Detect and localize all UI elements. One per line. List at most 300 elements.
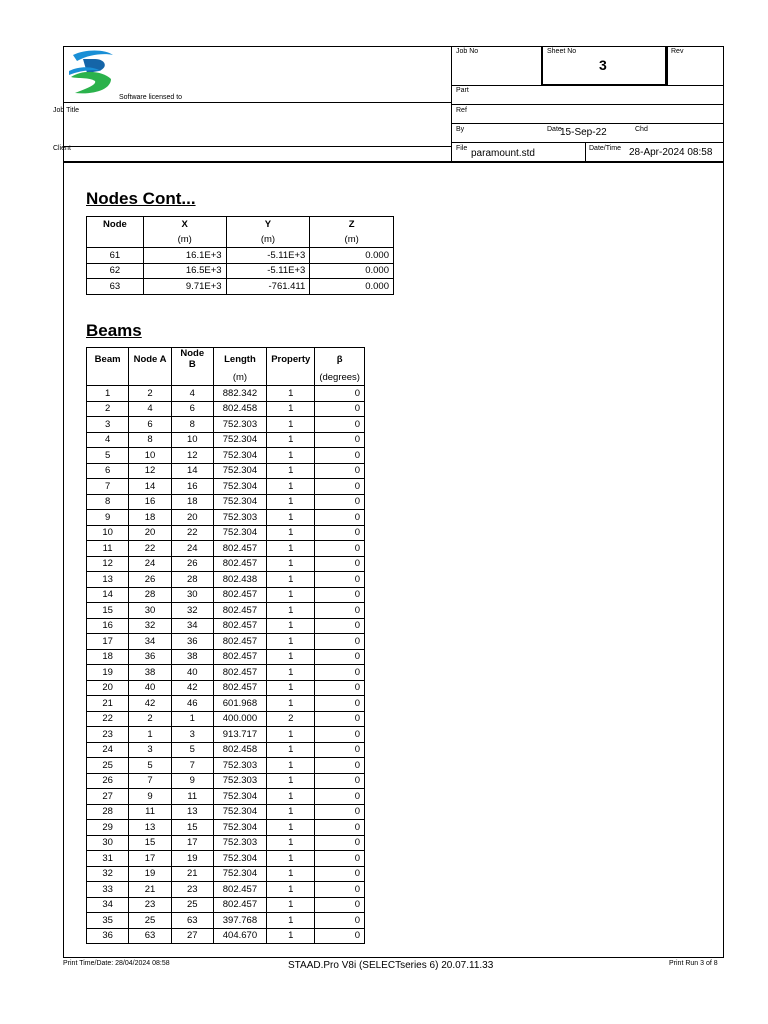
table-cell: 752.304 — [213, 851, 267, 867]
unit-label — [87, 232, 144, 248]
table-cell: 0 — [315, 789, 365, 805]
table-cell: 0 — [315, 742, 365, 758]
table-row — [87, 789, 365, 805]
table-cell: 1 — [267, 928, 315, 944]
col-header: Length — [213, 348, 267, 371]
table-cell: 752.304 — [213, 494, 267, 510]
table-cell: 23 — [171, 882, 213, 898]
table-cell: 9 — [129, 789, 172, 805]
table-cell: 21 — [171, 866, 213, 882]
table-cell: 42 — [129, 696, 172, 712]
unit-label: (m) — [213, 370, 267, 386]
col-header: Z — [310, 217, 394, 233]
table-cell: 1 — [267, 913, 315, 929]
table-cell: 1 — [267, 572, 315, 588]
table-row — [87, 279, 394, 295]
table-cell: 802.457 — [213, 882, 267, 898]
table-cell: 0 — [315, 463, 365, 479]
table-cell: 0 — [315, 711, 365, 727]
table-cell: 0 — [315, 432, 365, 448]
table-cell: 38 — [171, 649, 213, 665]
table-cell: 404.670 — [213, 928, 267, 944]
table-cell: 802.457 — [213, 618, 267, 634]
table-cell: 11 — [129, 804, 172, 820]
sheet-no-value: 3 — [599, 57, 607, 73]
table-row — [87, 248, 394, 264]
table-cell: 752.303 — [213, 510, 267, 526]
table-cell: 18 — [171, 494, 213, 510]
table-cell: 3 — [129, 742, 172, 758]
table-cell: 12 — [129, 463, 172, 479]
table-row — [87, 882, 365, 898]
table-cell: 1 — [267, 789, 315, 805]
table-row — [87, 711, 365, 727]
table-cell: 0 — [315, 556, 365, 572]
table-cell: 8 — [87, 494, 129, 510]
table-cell: 34 — [87, 897, 129, 913]
table-cell: 28 — [87, 804, 129, 820]
table-cell: 1 — [267, 417, 315, 433]
table-cell: 0 — [315, 696, 365, 712]
table-cell: 9.71E+3 — [143, 279, 226, 295]
table-cell: 2 — [129, 386, 172, 402]
table-cell: 26 — [87, 773, 129, 789]
table-row — [87, 742, 365, 758]
unit-label: (m) — [143, 232, 226, 248]
job-no-label: Job No — [456, 48, 479, 55]
table-cell: 0 — [315, 479, 365, 495]
table-row — [87, 773, 365, 789]
table-cell: 24 — [87, 742, 129, 758]
table-row — [87, 618, 365, 634]
table-cell: 752.303 — [213, 773, 267, 789]
table-cell: 0 — [315, 804, 365, 820]
table-cell: 25 — [87, 758, 129, 774]
table-cell: 36 — [87, 928, 129, 944]
table-row — [87, 448, 365, 464]
table-cell: 3 — [87, 417, 129, 433]
table-cell: 16 — [171, 479, 213, 495]
table-cell: 5 — [129, 758, 172, 774]
table-cell: 4 — [87, 432, 129, 448]
table-cell: 1 — [267, 463, 315, 479]
table-cell: 6 — [171, 401, 213, 417]
table-row — [87, 820, 365, 836]
table-cell: 0 — [315, 417, 365, 433]
table-cell: 13 — [87, 572, 129, 588]
table-row — [87, 525, 365, 541]
table-cell: 1 — [267, 494, 315, 510]
table-cell: 752.303 — [213, 835, 267, 851]
table-cell: 19 — [87, 665, 129, 681]
table-cell: 12 — [171, 448, 213, 464]
table-cell: -5.11E+3 — [226, 248, 310, 264]
table-cell: 28 — [129, 587, 172, 603]
table-row — [87, 479, 365, 495]
table-cell: 752.303 — [213, 758, 267, 774]
unit-label — [129, 370, 172, 386]
table-cell: 0 — [315, 448, 365, 464]
table-cell: 1 — [267, 758, 315, 774]
table-cell: 1 — [267, 835, 315, 851]
table-cell: 22 — [129, 541, 172, 557]
table-cell: 25 — [129, 913, 172, 929]
rev-label: Rev — [671, 48, 684, 55]
table-cell: -761.411 — [226, 279, 310, 295]
table-row — [87, 541, 365, 557]
table-cell: 1 — [267, 742, 315, 758]
table-cell: 802.457 — [213, 680, 267, 696]
table-cell: 2 — [267, 711, 315, 727]
table-cell: 0 — [315, 866, 365, 882]
table-cell: 1 — [267, 556, 315, 572]
table-row — [87, 510, 365, 526]
table-cell: 23 — [87, 727, 129, 743]
table-cell: 9 — [87, 510, 129, 526]
unit-label: (m) — [226, 232, 310, 248]
table-row — [87, 432, 365, 448]
table-cell: 22 — [87, 711, 129, 727]
table-cell: 0 — [315, 541, 365, 557]
table-cell: 26 — [129, 572, 172, 588]
table-cell: 0 — [315, 680, 365, 696]
table-cell: 38 — [129, 665, 172, 681]
table-row — [87, 928, 365, 944]
table-cell: 20 — [171, 510, 213, 526]
table-cell: 0 — [315, 897, 365, 913]
file-label: File — [456, 145, 468, 152]
table-cell: 1 — [267, 680, 315, 696]
table-cell: 3 — [171, 727, 213, 743]
table-cell: 913.717 — [213, 727, 267, 743]
table-cell: 1 — [87, 386, 129, 402]
table-cell: 0 — [315, 634, 365, 650]
beams-section-title: Beams — [86, 321, 142, 340]
table-cell: 29 — [87, 820, 129, 836]
table-cell: 19 — [171, 851, 213, 867]
col-header: Beam — [87, 348, 129, 371]
table-cell: 21 — [87, 696, 129, 712]
table-cell: 4 — [171, 386, 213, 402]
table-row — [87, 835, 365, 851]
beams-table — [86, 347, 365, 944]
table-cell: 19 — [129, 866, 172, 882]
table-cell: 0.000 — [310, 248, 394, 264]
table-cell: 18 — [87, 649, 129, 665]
table-cell: 1 — [129, 727, 172, 743]
ref-label: Ref — [456, 107, 467, 114]
licensed-label: Software licensed to — [119, 94, 183, 101]
table-cell: 1 — [267, 882, 315, 898]
col-header: Node — [87, 217, 144, 233]
table-cell: 1 — [267, 696, 315, 712]
table-cell: 0 — [315, 882, 365, 898]
table-row — [87, 897, 365, 913]
col-header: β — [315, 348, 365, 371]
table-cell: 752.303 — [213, 417, 267, 433]
table-cell: 8 — [129, 432, 172, 448]
table-cell: 18 — [129, 510, 172, 526]
by-label: By — [456, 126, 465, 133]
sheet-header — [53, 46, 724, 163]
table-cell: 25 — [171, 897, 213, 913]
table-cell: 1 — [267, 510, 315, 526]
table-cell: 1 — [267, 603, 315, 619]
table-cell: 752.304 — [213, 820, 267, 836]
table-cell: 24 — [171, 541, 213, 557]
table-row — [87, 804, 365, 820]
table-row — [87, 417, 365, 433]
table-cell: 28 — [171, 572, 213, 588]
table-cell: 13 — [129, 820, 172, 836]
table-cell: 1 — [267, 820, 315, 836]
table-cell: 33 — [87, 882, 129, 898]
table-cell: 15 — [171, 820, 213, 836]
table-cell: 397.768 — [213, 913, 267, 929]
table-cell: 752.304 — [213, 479, 267, 495]
table-cell: 1 — [267, 432, 315, 448]
table-row — [87, 463, 365, 479]
table-cell: 802.458 — [213, 401, 267, 417]
table-cell: 1 — [267, 804, 315, 820]
table-cell: 16.5E+3 — [143, 263, 226, 279]
table-cell: 0 — [315, 401, 365, 417]
table-cell: 62 — [87, 263, 144, 279]
table-cell: 601.968 — [213, 696, 267, 712]
table-cell: 0 — [315, 603, 365, 619]
table-cell: 40 — [171, 665, 213, 681]
datetime-value: 28-Apr-2024 08:58 — [629, 147, 713, 158]
table-row — [87, 494, 365, 510]
table-cell: 7 — [87, 479, 129, 495]
table-cell: 752.304 — [213, 525, 267, 541]
table-cell: 17 — [87, 634, 129, 650]
table-cell: 22 — [171, 525, 213, 541]
table-cell: 802.438 — [213, 572, 267, 588]
table-cell: 1 — [267, 649, 315, 665]
table-cell: 802.457 — [213, 897, 267, 913]
table-cell: 61 — [87, 248, 144, 264]
table-cell: 882.342 — [213, 386, 267, 402]
table-cell: 24 — [129, 556, 172, 572]
table-cell: 0 — [315, 572, 365, 588]
table-cell: 10 — [87, 525, 129, 541]
table-cell: 14 — [171, 463, 213, 479]
table-cell: 27 — [87, 789, 129, 805]
table-cell: 1 — [171, 711, 213, 727]
job-title-label: Job Title — [53, 107, 80, 114]
software-version: STAAD.Pro V8i (SELECTseries 6) 20.07.11.33 — [288, 960, 494, 971]
table-cell: 7 — [171, 758, 213, 774]
table-cell: 15 — [87, 603, 129, 619]
table-cell: 36 — [171, 634, 213, 650]
table-cell: 12 — [87, 556, 129, 572]
table-cell: 400.000 — [213, 711, 267, 727]
table-cell: 1 — [267, 851, 315, 867]
chd-label: Chd — [635, 126, 648, 133]
table-cell: 1 — [267, 448, 315, 464]
unit-label: (degrees) — [315, 370, 365, 386]
table-cell: 34 — [171, 618, 213, 634]
table-cell: 6 — [87, 463, 129, 479]
table-cell: 36 — [129, 649, 172, 665]
date-label: Date — [547, 126, 562, 133]
table-cell: 1 — [267, 525, 315, 541]
table-cell: 802.457 — [213, 649, 267, 665]
table-cell: 6 — [129, 417, 172, 433]
table-cell: 0.000 — [310, 279, 394, 295]
table-cell: 0 — [315, 758, 365, 774]
table-cell: 10 — [129, 448, 172, 464]
table-cell: 63 — [129, 928, 172, 944]
table-cell: 30 — [129, 603, 172, 619]
col-header: Y — [226, 217, 310, 233]
unit-label — [267, 370, 315, 386]
table-row — [87, 634, 365, 650]
table-cell: 752.304 — [213, 804, 267, 820]
table-cell: 0 — [315, 494, 365, 510]
table-cell: 23 — [129, 897, 172, 913]
table-cell: 0 — [315, 587, 365, 603]
print-time: Print Time/Date: 28/04/2024 08:58 — [63, 960, 170, 967]
table-row — [87, 556, 365, 572]
table-cell: 31 — [87, 851, 129, 867]
table-cell: 40 — [129, 680, 172, 696]
table-cell: 14 — [87, 587, 129, 603]
col-header: Node B — [171, 348, 213, 371]
table-cell: 13 — [171, 804, 213, 820]
table-cell: 802.457 — [213, 556, 267, 572]
table-cell: 0 — [315, 820, 365, 836]
bentley-b-logo-icon — [65, 49, 119, 99]
col-header: Property — [267, 348, 315, 371]
table-cell: 16 — [129, 494, 172, 510]
table-row — [87, 401, 365, 417]
table-cell: 32 — [87, 866, 129, 882]
table-row — [87, 696, 365, 712]
unit-label — [171, 370, 213, 386]
table-cell: 16 — [87, 618, 129, 634]
table-cell: 1 — [267, 541, 315, 557]
table-cell: 1 — [267, 866, 315, 882]
table-cell: 32 — [171, 603, 213, 619]
table-cell: 2 — [87, 401, 129, 417]
table-cell: 63 — [171, 913, 213, 929]
table-cell: 27 — [171, 928, 213, 944]
table-cell: 16.1E+3 — [143, 248, 226, 264]
table-cell: 35 — [87, 913, 129, 929]
table-row — [87, 758, 365, 774]
nodes-section-title: Nodes Cont... — [86, 189, 196, 208]
table-cell: 0 — [315, 510, 365, 526]
table-cell: 4 — [129, 401, 172, 417]
table-cell: 802.457 — [213, 587, 267, 603]
table-cell: 0 — [315, 835, 365, 851]
table-cell: 5 — [171, 742, 213, 758]
table-cell: 0 — [315, 913, 365, 929]
table-cell: 5 — [87, 448, 129, 464]
table-cell: 46 — [171, 696, 213, 712]
part-label: Part — [456, 87, 469, 94]
unit-label: (m) — [310, 232, 394, 248]
table-cell: 26 — [171, 556, 213, 572]
table-row — [87, 649, 365, 665]
table-cell: 802.457 — [213, 665, 267, 681]
file-value: paramount.std — [471, 148, 535, 159]
table-cell: 802.457 — [213, 541, 267, 557]
table-cell: 0 — [315, 773, 365, 789]
table-cell: 752.304 — [213, 789, 267, 805]
table-cell: 752.304 — [213, 866, 267, 882]
sheet-no-label: Sheet No — [547, 48, 577, 55]
table-cell: 17 — [129, 851, 172, 867]
table-cell: 0 — [315, 727, 365, 743]
table-cell: 802.458 — [213, 742, 267, 758]
table-cell: 0 — [315, 928, 365, 944]
table-cell: 63 — [87, 279, 144, 295]
table-cell: 1 — [267, 634, 315, 650]
table-cell: 0 — [315, 618, 365, 634]
table-cell: 15 — [129, 835, 172, 851]
table-cell: 21 — [129, 882, 172, 898]
table-row — [87, 572, 365, 588]
table-row — [87, 851, 365, 867]
table-cell: 30 — [171, 587, 213, 603]
table-cell: 752.304 — [213, 432, 267, 448]
table-row — [87, 680, 365, 696]
table-cell: 1 — [267, 401, 315, 417]
table-cell: 0.000 — [310, 263, 394, 279]
table-cell: 7 — [129, 773, 172, 789]
table-cell: 30 — [87, 835, 129, 851]
table-cell: 32 — [129, 618, 172, 634]
nodes-table — [86, 216, 394, 295]
table-cell: 1 — [267, 727, 315, 743]
table-cell: 1 — [267, 479, 315, 495]
table-cell: 0 — [315, 665, 365, 681]
table-cell: 0 — [315, 525, 365, 541]
table-cell: 11 — [171, 789, 213, 805]
table-row — [87, 263, 394, 279]
table-cell: 802.457 — [213, 634, 267, 650]
client-label: Client — [53, 145, 71, 152]
date-value: 15-Sep-22 — [560, 127, 607, 138]
table-cell: 34 — [129, 634, 172, 650]
table-cell: 1 — [267, 665, 315, 681]
table-row — [87, 587, 365, 603]
print-run: Print Run 3 of 8 — [669, 960, 718, 967]
table-cell: 1 — [267, 897, 315, 913]
table-cell: 1 — [267, 587, 315, 603]
table-cell: -5.11E+3 — [226, 263, 310, 279]
col-header: Node A — [129, 348, 172, 371]
table-cell: 9 — [171, 773, 213, 789]
table-cell: 14 — [129, 479, 172, 495]
unit-label — [87, 370, 129, 386]
table-cell: 1 — [267, 386, 315, 402]
table-cell: 20 — [129, 525, 172, 541]
table-cell: 0 — [315, 386, 365, 402]
table-cell: 0 — [315, 851, 365, 867]
table-cell: 0 — [315, 649, 365, 665]
table-cell: 802.457 — [213, 603, 267, 619]
table-cell: 10 — [171, 432, 213, 448]
table-cell: 42 — [171, 680, 213, 696]
table-cell: 11 — [87, 541, 129, 557]
table-cell: 8 — [171, 417, 213, 433]
table-row — [87, 866, 365, 882]
table-row — [87, 913, 365, 929]
